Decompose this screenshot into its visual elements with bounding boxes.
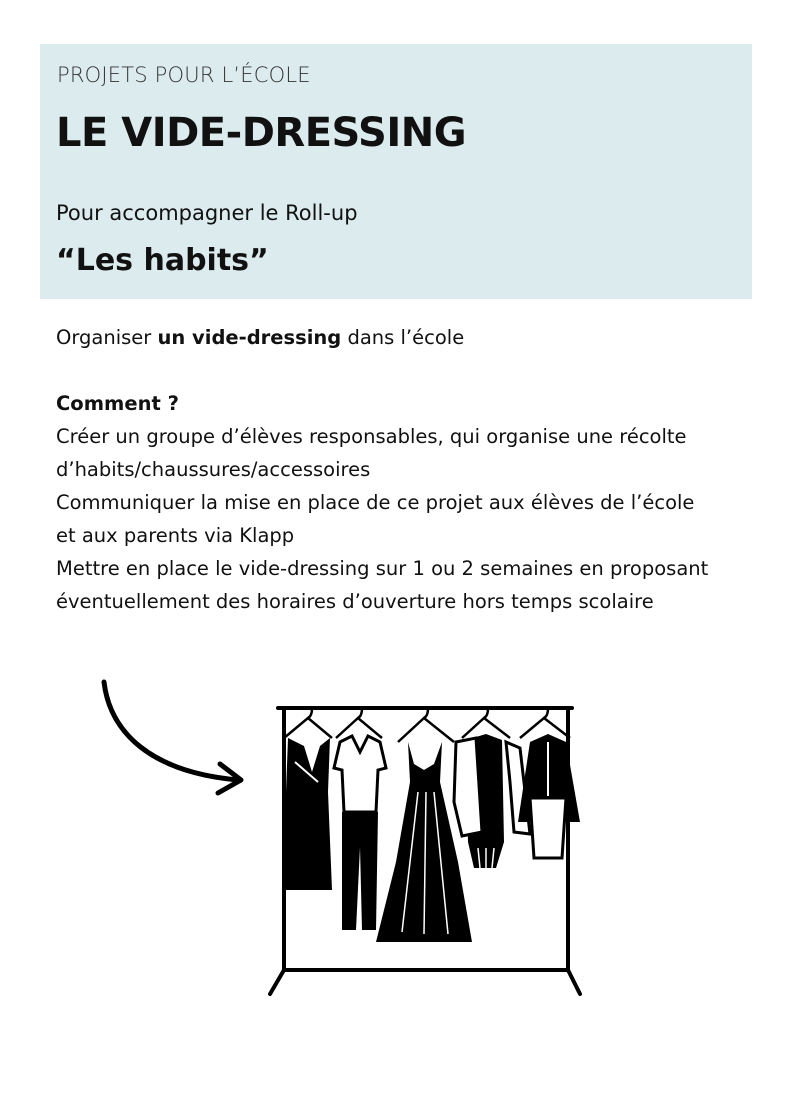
how-line: Créer un groupe d’élèves responsables, qui organise une récolte	[56, 425, 687, 448]
page-title: LE VIDE-DRESSING	[56, 110, 467, 156]
how-line: d’habits/chaussures/accessoires	[56, 458, 371, 481]
header-box	[40, 44, 752, 299]
clothing-rack-icon	[270, 708, 580, 994]
how-heading-text: Comment ?	[56, 392, 179, 415]
how-line: Mettre en place le vide-dressing sur 1 ou 2 semaines en proposant	[56, 557, 709, 580]
how-line: et aux parents via Klapp	[56, 524, 295, 547]
intro-prefix: Organiser	[56, 326, 158, 349]
how-line: éventuellement des horaires d’ouverture hors temps scolaire	[56, 590, 654, 613]
how-line: Communiquer la mise en place de ce projet aux élèves de l’école	[56, 491, 695, 514]
body-text	[56, 321, 756, 618]
how-heading	[56, 387, 756, 420]
clothing-rack-illustration	[90, 672, 610, 1002]
section-kicker: PROJETS POUR L’ÉCOLE	[57, 63, 311, 87]
subtitle: Pour accompagner le Roll-up	[56, 201, 358, 225]
intro-suffix: dans l’école	[341, 326, 465, 349]
intro-line	[56, 321, 756, 354]
quoted-theme: “Les habits”	[56, 243, 269, 278]
intro-bold: un vide-dressing	[157, 326, 342, 349]
curved-arrow-icon	[104, 682, 241, 793]
